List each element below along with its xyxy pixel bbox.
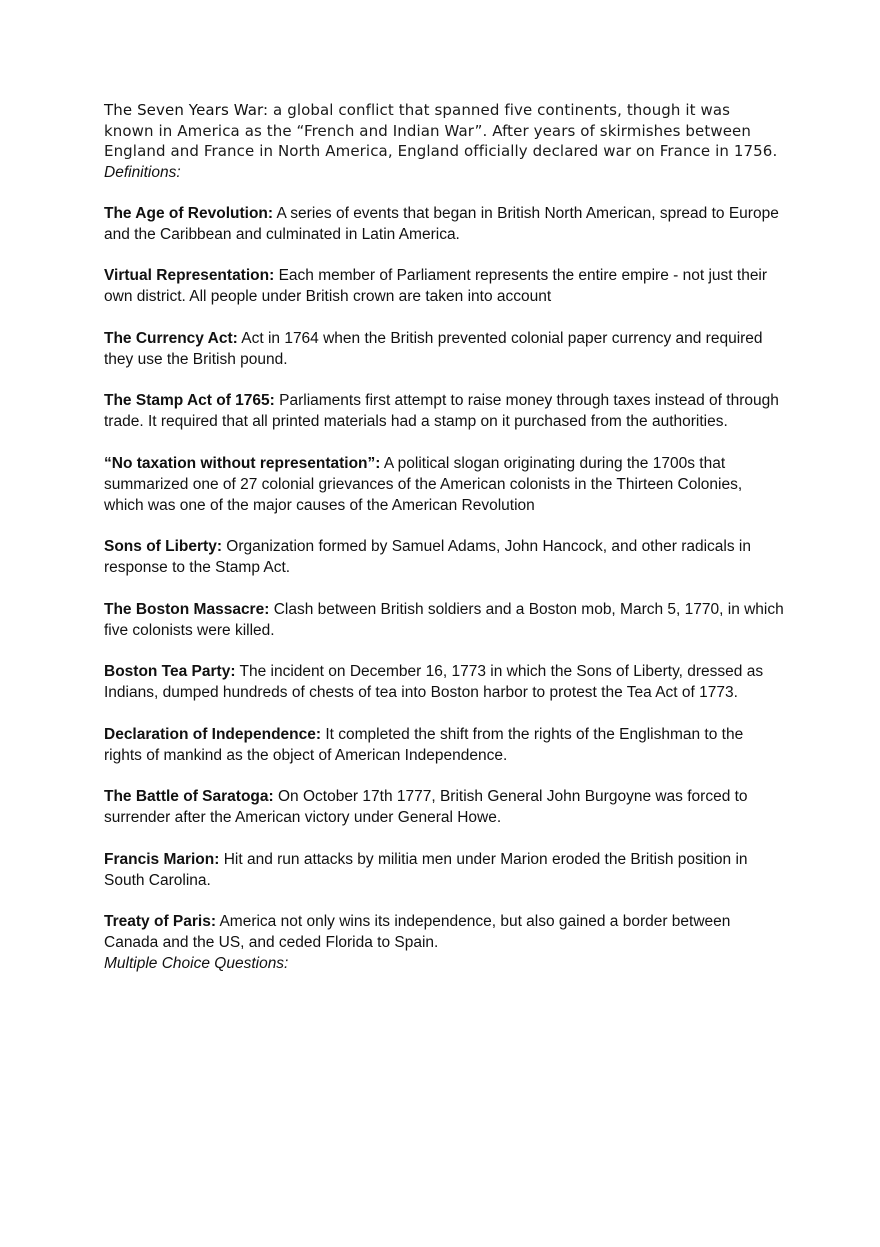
definition-text: Each member of Parliament represents the entire empire - not just their own district. All people under British crown are taken into account — [104, 267, 768, 305]
questions-heading: Multiple Choice Questions: — [104, 955, 289, 972]
definition-item — [104, 265, 784, 307]
definition-text: Organization formed by Samuel Adams, John Hancock, and other radicals in response to the Stamp Act. — [104, 538, 751, 576]
definition-term: The Stamp Act of 1765: — [104, 392, 275, 409]
definition-text: Clash between British soldiers and a Boston mob, March 5, 1770, in which five colonists were killed. — [104, 600, 784, 639]
definition-text: Parliaments first attempt to raise money through taxes instead of through trade. It required that all printed materials had a stamp on it purchased from the authorities. — [104, 392, 779, 430]
definition-text: A political slogan originating during the 1700s that summarized one of 27 colonial grievances of the American colonists in the Thirteen Colonies, which was one of the major causes of the American Revolution — [104, 454, 743, 514]
definitions-heading: Definitions: — [104, 163, 181, 181]
definition-text: America not only wins its independence, but also gained a border between Canada and the US, and ceded Florida to Spain. — [104, 913, 731, 951]
definition-item — [104, 661, 784, 703]
definition-item — [104, 453, 784, 516]
definition-item — [104, 599, 784, 641]
definition-text: The incident on December 16, 1773 in which the Sons of Liberty, dressed as Indians, dumped hundreds of chests of tea into Boston harbor to protest the Tea Act of 1773. — [104, 663, 764, 701]
definition-text: On October 17th 1777, British General John Burgoyne was forced to surrender after the American victory under General Howe. — [104, 788, 748, 826]
document-body — [104, 100, 784, 975]
definition-term: The Boston Massacre: — [104, 600, 270, 618]
definition-term: The Currency Act: — [104, 329, 238, 347]
intro-term: The Seven Years War: — [104, 101, 269, 119]
definition-item — [104, 390, 784, 432]
definition-term: “No taxation without representation”: — [104, 454, 381, 472]
definition-item — [104, 536, 784, 578]
definition-item — [104, 328, 784, 370]
definition-term: Virtual Representation: — [104, 267, 275, 284]
definition-term: Treaty of Paris: — [104, 913, 216, 930]
definition-term: Declaration of Independence: — [104, 725, 322, 743]
definition-term: Francis Marion: — [104, 850, 220, 868]
definition-item — [104, 911, 784, 953]
definition-item — [104, 849, 784, 891]
definition-item — [104, 724, 784, 766]
definition-term: The Age of Revolution: — [104, 204, 274, 222]
definitions-list — [104, 203, 784, 954]
intro-text: a global conflict that spanned five continents, though it was known in America as the “French and Indian War”. After years of skirmishes between England and France in North America, England officially declared war on France in 1756. — [104, 101, 778, 160]
definition-term: The Battle of Saratoga: — [104, 788, 274, 805]
definition-term: Boston Tea Party: — [104, 663, 236, 680]
definition-text: A series of events that began in British North American, spread to Europe and the Caribbean and culminated in Latin America. — [104, 204, 779, 243]
definition-text: Act in 1764 when the British prevented colonial paper currency and required they use the British pound. — [104, 329, 763, 368]
definition-item — [104, 203, 784, 245]
definition-item — [104, 786, 784, 828]
intro-paragraph — [104, 100, 784, 162]
definition-text: Hit and run attacks by militia men under Marion eroded the British position in South Carolina. — [104, 850, 748, 889]
definition-term: Sons of Liberty: — [104, 538, 222, 555]
definition-text: It completed the shift from the rights of the Englishman to the rights of mankind as the object of American Independence. — [104, 725, 744, 764]
